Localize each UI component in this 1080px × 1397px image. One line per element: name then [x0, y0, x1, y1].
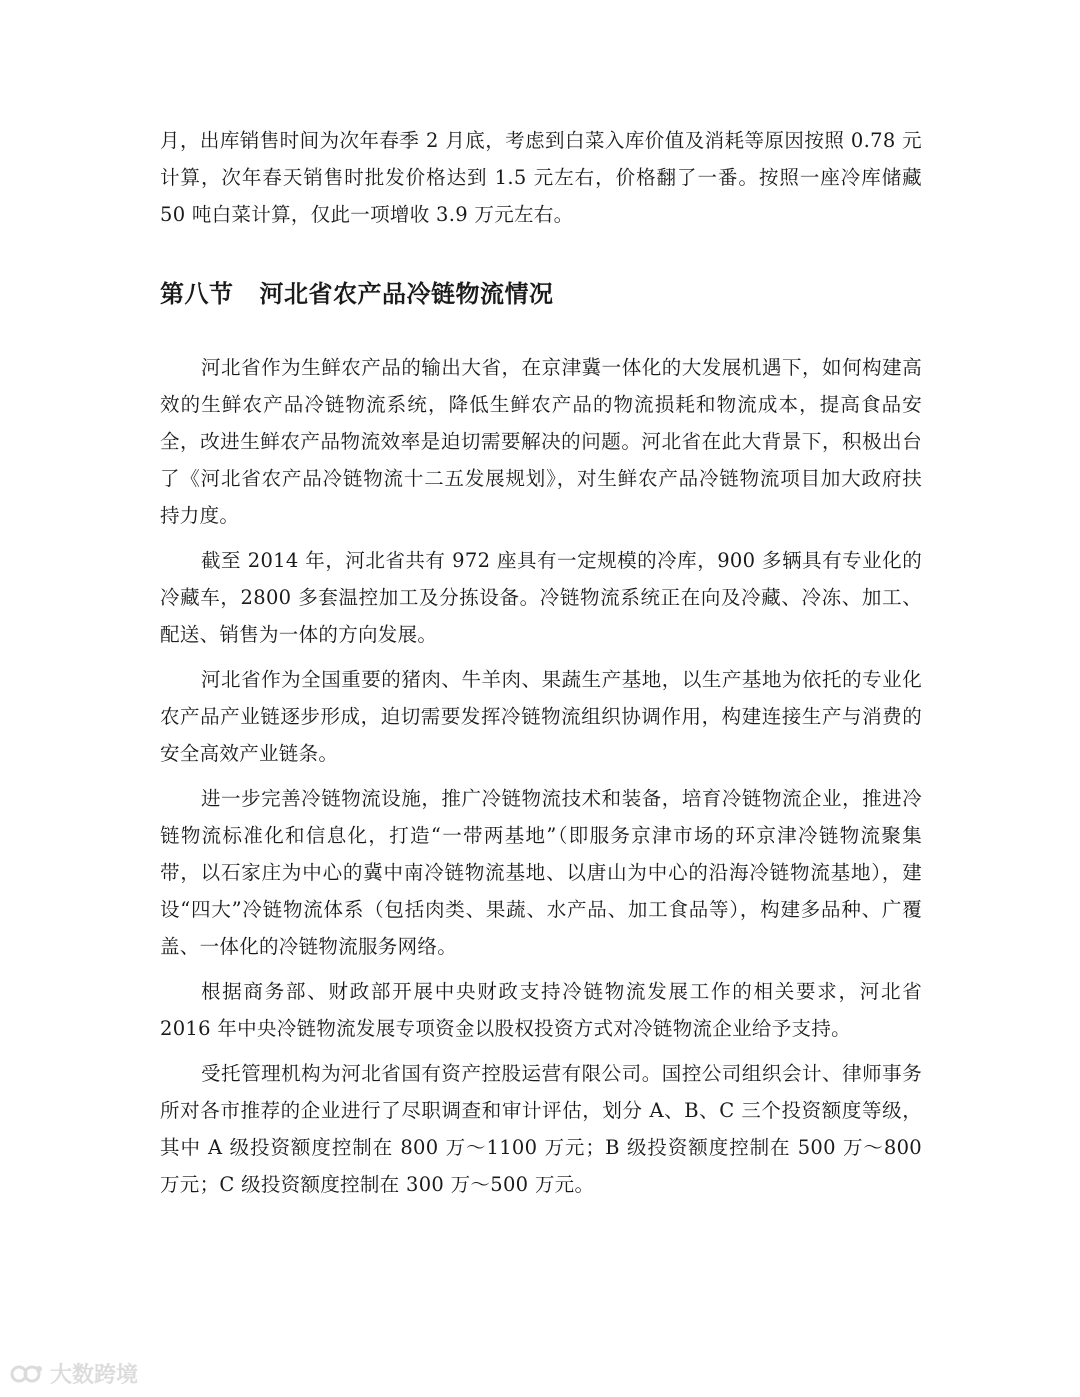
section-heading: [160, 277, 922, 311]
body-paragraph: 根据商务部、财政部开展中央财政支持冷链物流发展工作的相关要求，河北省 2016 年中央冷链物流发展专项资金以股权投资方式对冷链物流企业给予支持。: [160, 980, 922, 1040]
body-paragraph: 截至 2014 年，河北省共有 972 座具有一定规模的冷库，900 多辆具有专业化的冷藏车，2800 多套温控加工及分拣设备。冷链物流系统正在向及冷藏、冷冻、加工、配送、销售为一体的方向发展。: [160, 549, 922, 646]
body-paragraph: 河北省作为生鲜农产品的输出大省，在京津冀一体化的大发展机遇下，如何构建高效的生鲜农产品冷链物流系统，降低生鲜农产品的物流损耗和物流成本，提高食品安全，改进生鲜农产品物流效率是迫切需要解决的问题。河北省在此大背景下，积极出台了《河北省农产品冷链物流十二五发展规划》，对生鲜农产品冷链物流项目加大政府扶持力度。: [160, 356, 922, 527]
body-paragraph: 河北省作为全国重要的猪肉、牛羊肉、果蔬生产基地，以生产基地为依托的专业化农产品产业链逐步形成，迫切需要发挥冷链物流组织协调作用，构建连接生产与消费的安全高效产业链条。: [160, 668, 922, 765]
intro-paragraph: 月，出库销售时间为次年春季 2 月底，考虑到白菜入库价值及消耗等原因按照 0.78 元计算，次年春天销售时批发价格达到 1.5 元左右，价格翻了一番。按照一座冷库储藏 50 吨白菜计算，仅此一项增收 3.9 万元左右。: [160, 129, 922, 226]
watermark: [10, 1358, 138, 1389]
watermark-text: 大数跨境: [50, 1363, 139, 1388]
brand-logo-icon: [10, 1361, 44, 1387]
body-paragraph: 进一步完善冷链物流设施，推广冷链物流技术和装备，培育冷链物流企业，推进冷链物流标准化和信息化，打造“一带两基地”（即服务京津市场的环京津冷链物流聚集带，以石家庄为中心的冀中南冷链物流基地、以唐山为中心的沿海冷链物流基地），建设“四大”冷链物流体系（包括肉类、果蔬、水产品、加工食品等），构建多品种、广覆盖、一体化的冷链物流服务网络。: [160, 787, 922, 958]
body-paragraph: 受托管理机构为河北省国有资产控股运营有限公司。国控公司组织会计、律师事务所对各市推荐的企业进行了尽职调查和审计评估，划分 A、B、C 三个投资额度等级，其中 A 级投资额度控制在 800 万～1100 万元；B 级投资额度控制在 500 万～800 万元；C 级投资额度控制在 300 万～500 万元。: [160, 1062, 922, 1196]
page-content: [160, 122, 922, 1203]
section-number: 第八节: [160, 280, 234, 308]
section-title: 河北省农产品冷链物流情况: [259, 280, 554, 308]
